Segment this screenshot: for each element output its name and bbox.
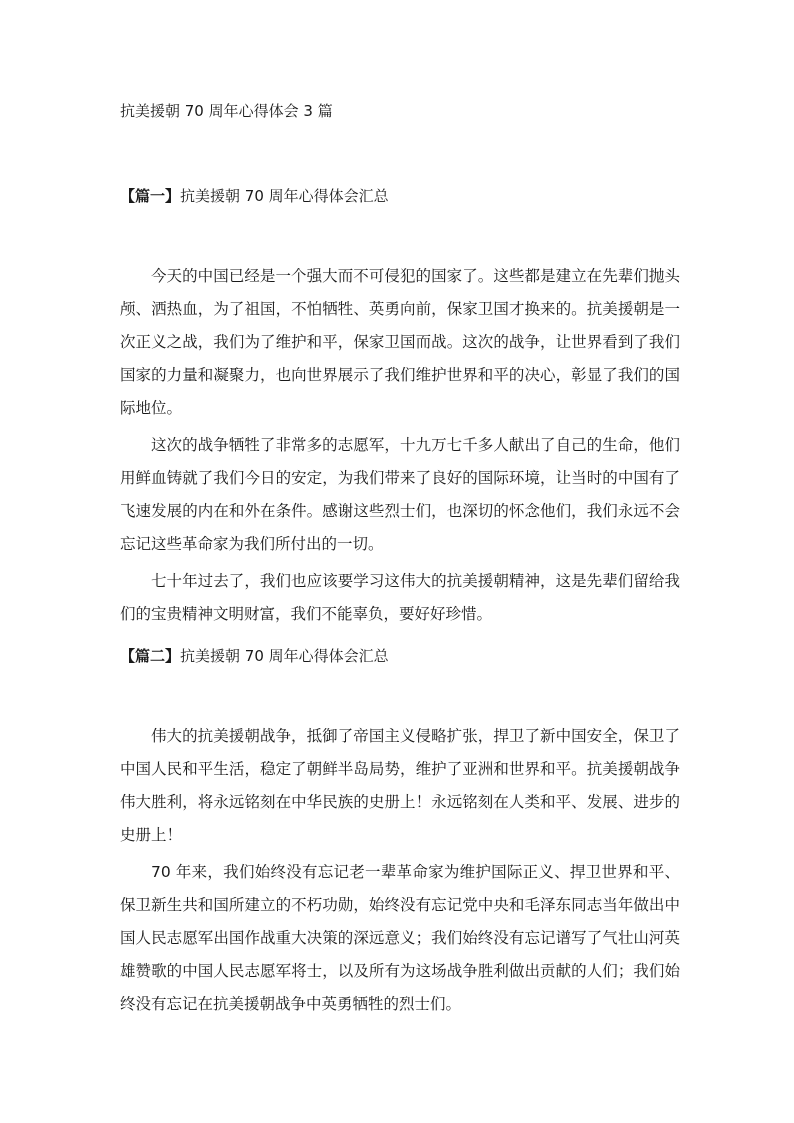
paragraph-1-3: 七十年过去了，我们也应该要学习这伟大的抗美援朝精神，这是先辈们留给我们的宝贵精神文明财富，我们不能辜负，要好好珍惜。 xyxy=(120,572,680,623)
section-label-2: 【篇二】 xyxy=(120,647,181,665)
document-title: 抗美援朝 70 周年心得体会 3 篇 xyxy=(120,102,333,120)
section-title-2: 抗美援朝 70 周年心得体会汇总 xyxy=(180,647,389,665)
paragraph-2-2: 70 年来，我们始终没有忘记老一辈革命家为维护国际正义、捍卫世界和平、保卫新生共和国所建立的不朽功勋，始终没有忘记党中央和毛泽东同志当年做出中国人民志愿军出国作战重大决策的深远意义；我们始终没有忘记谱写了气壮山河英雄赞歌的中国人民志愿军将士，以及所有为这场战争胜利做出贡献的人们；我们始终没有忘记在抗美援朝战争中英勇牺牲的烈士们。 xyxy=(120,863,680,1013)
paragraph-1-1: 今天的中国已经是一个强大而不可侵犯的国家了。这些都是建立在先辈们抛头颅、洒热血，为了祖国，不怕牺牲、英勇向前，保家卫国才换来的。抗美援朝是一次正义之战，我们为了维护和平，保家卫国而战。这次的战争，让世界看到了我们国家的力量和凝聚力，也向世界展示了我们维护世界和平的决心，彰显了我们的国际地位。 xyxy=(120,267,680,417)
section-title-1: 抗美援朝 70 周年心得体会汇总 xyxy=(180,187,389,205)
paragraph-2-1: 伟大的抗美援朝战争，抵御了帝国主义侵略扩张，捍卫了新中国安全，保卫了中国人民和平生活，稳定了朝鲜半岛局势，维护了亚洲和世界和平。抗美援朝战争伟大胜利，将永远铭刻在中华民族的史册上！永远铭刻在人类和平、发展、进步的史册上！ xyxy=(120,727,680,844)
section-heading-1 xyxy=(120,184,389,208)
paragraph-1-2: 这次的战争牺牲了非常多的志愿军，十九万七千多人献出了自己的生命，他们用鲜血铸就了我们今日的安定，为我们带来了良好的国际环境，让当时的中国有了飞速发展的内在和外在条件。感谢这些烈士们，也深切的怀念他们，我们永远不会忘记这些革命家为我们所付出的一切。 xyxy=(120,436,680,553)
section-label-1: 【篇一】 xyxy=(120,187,181,205)
section-heading-2 xyxy=(120,644,389,668)
